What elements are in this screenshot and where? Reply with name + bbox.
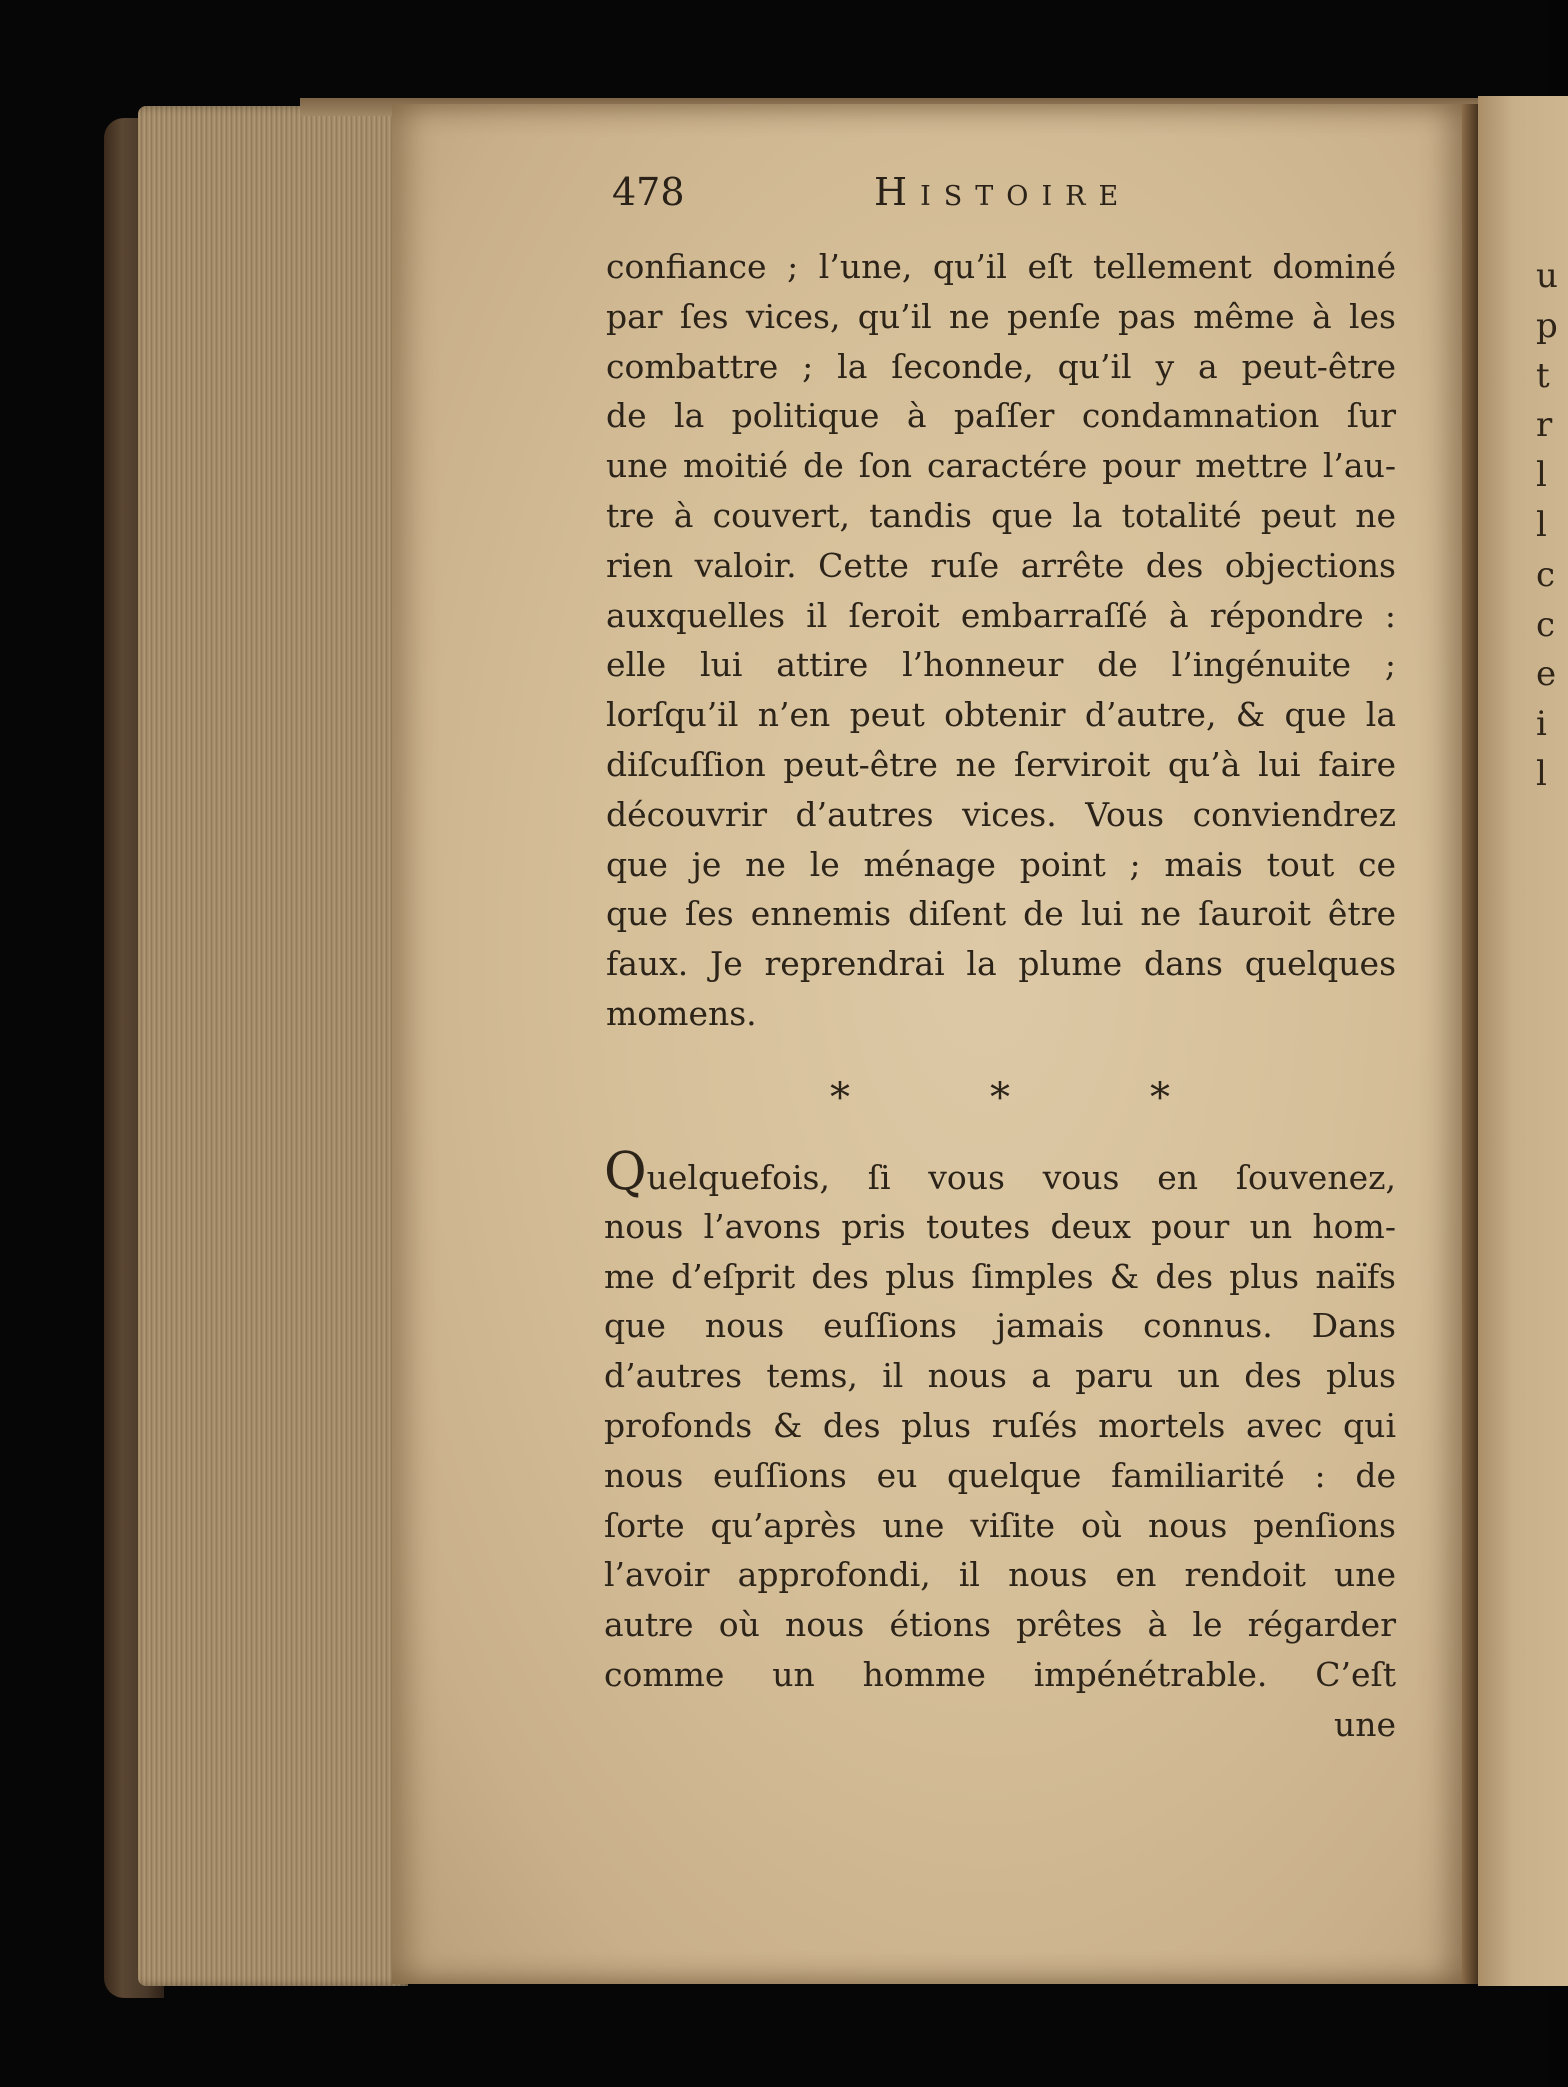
text-line: d’autres tems, il nous a paru un des plus	[604, 1356, 1396, 1396]
asterisk: *	[830, 1075, 850, 1121]
facing-page	[1478, 96, 1568, 1986]
text-line: de la politique à paſſer condamnation ſur	[606, 396, 1396, 436]
page-number: 478	[612, 170, 685, 214]
text-line: autre où nous étions prêtes à le régarder	[604, 1605, 1396, 1645]
text-line: comme un homme impénétrable. C’eſt	[604, 1654, 1396, 1694]
first-line-text: uelquefois, ſi vous vous en ſouvenez,	[646, 1158, 1396, 1197]
asterisk: *	[1150, 1075, 1170, 1121]
facing-page-char: e	[1536, 654, 1557, 695]
text-line: ſorte qu’après une viſite où nous penſions	[604, 1505, 1396, 1545]
page-header	[612, 170, 1172, 220]
facing-page-char: p	[1536, 305, 1558, 346]
running-title: Histoire	[874, 170, 1132, 214]
facing-page-char: c	[1536, 554, 1556, 595]
facing-page-char: r	[1536, 405, 1553, 446]
text-line: auxquelles il ſeroit embarraſſé à répondre :	[606, 595, 1396, 635]
text-line: par ſes vices, qu’il ne penſe pas même à les	[606, 296, 1396, 336]
text-line: momens.	[606, 993, 757, 1033]
text-line: que je ne le ménage point ; mais tout ce	[606, 844, 1396, 884]
text-line: nous euſſions eu quelque familiarité : de	[604, 1455, 1396, 1495]
facing-page-char: t	[1536, 355, 1550, 396]
facing-page-char: l	[1536, 754, 1547, 794]
paragraph-2	[604, 1142, 1396, 1750]
section-separator	[830, 1075, 1170, 1121]
text-line: elle lui attire l’honneur de l’ingénuite ;	[606, 645, 1396, 685]
text-line: nous l’avons pris toutes deux pour un hom-	[604, 1206, 1396, 1246]
text-line: me d’eſprit des plus ſimples & des plus naïfs	[604, 1256, 1396, 1296]
text-line: confiance ; l’une, qu’il eſt tellement dominé	[606, 247, 1396, 286]
drop-cap: Q	[604, 1142, 647, 1202]
facing-page-char: i	[1536, 704, 1547, 745]
asterisk: *	[990, 1075, 1010, 1121]
facing-page-char: l	[1536, 455, 1547, 496]
facing-page-char: c	[1536, 604, 1556, 645]
text-line: lorſqu’il n’en peut obtenir d’autre, & que la	[606, 695, 1396, 735]
text-line: faux. Je reprendrai la plume dans quelques	[606, 944, 1396, 984]
text-line: l’avoir approfondi, il nous en rendoit une	[604, 1555, 1396, 1595]
text-line: découvrir d’autres vices. Vous conviendrez	[606, 794, 1396, 834]
text-line: profonds & des plus ruſés mortels avec qui	[604, 1405, 1396, 1445]
text-line: rien valoir. Cette ruſe arrête des objections	[606, 545, 1396, 585]
catchword: une	[1333, 1704, 1396, 1744]
text-line: diſcuſſion peut-être ne ſerviroit qu’à lui faire	[606, 744, 1396, 784]
text-line: combattre ; la ſeconde, qu’il y a peut-être	[606, 346, 1396, 386]
text-line: tre à couvert, tandis que la totalité peut ne	[606, 495, 1396, 535]
text-line: une moitié de ſon caractére pour mettre l’au-	[606, 446, 1396, 486]
text-line: que ſes ennemis diſent de lui ne ſauroit être	[606, 894, 1396, 934]
page-edges	[138, 106, 408, 1986]
facing-page-char: l	[1536, 505, 1547, 545]
text-line: que nous euſſions jamais connus. Dans	[604, 1306, 1396, 1346]
text-line-first	[604, 1142, 1396, 1202]
facing-page-char: u	[1536, 256, 1558, 296]
paragraph-1	[606, 242, 1396, 1039]
